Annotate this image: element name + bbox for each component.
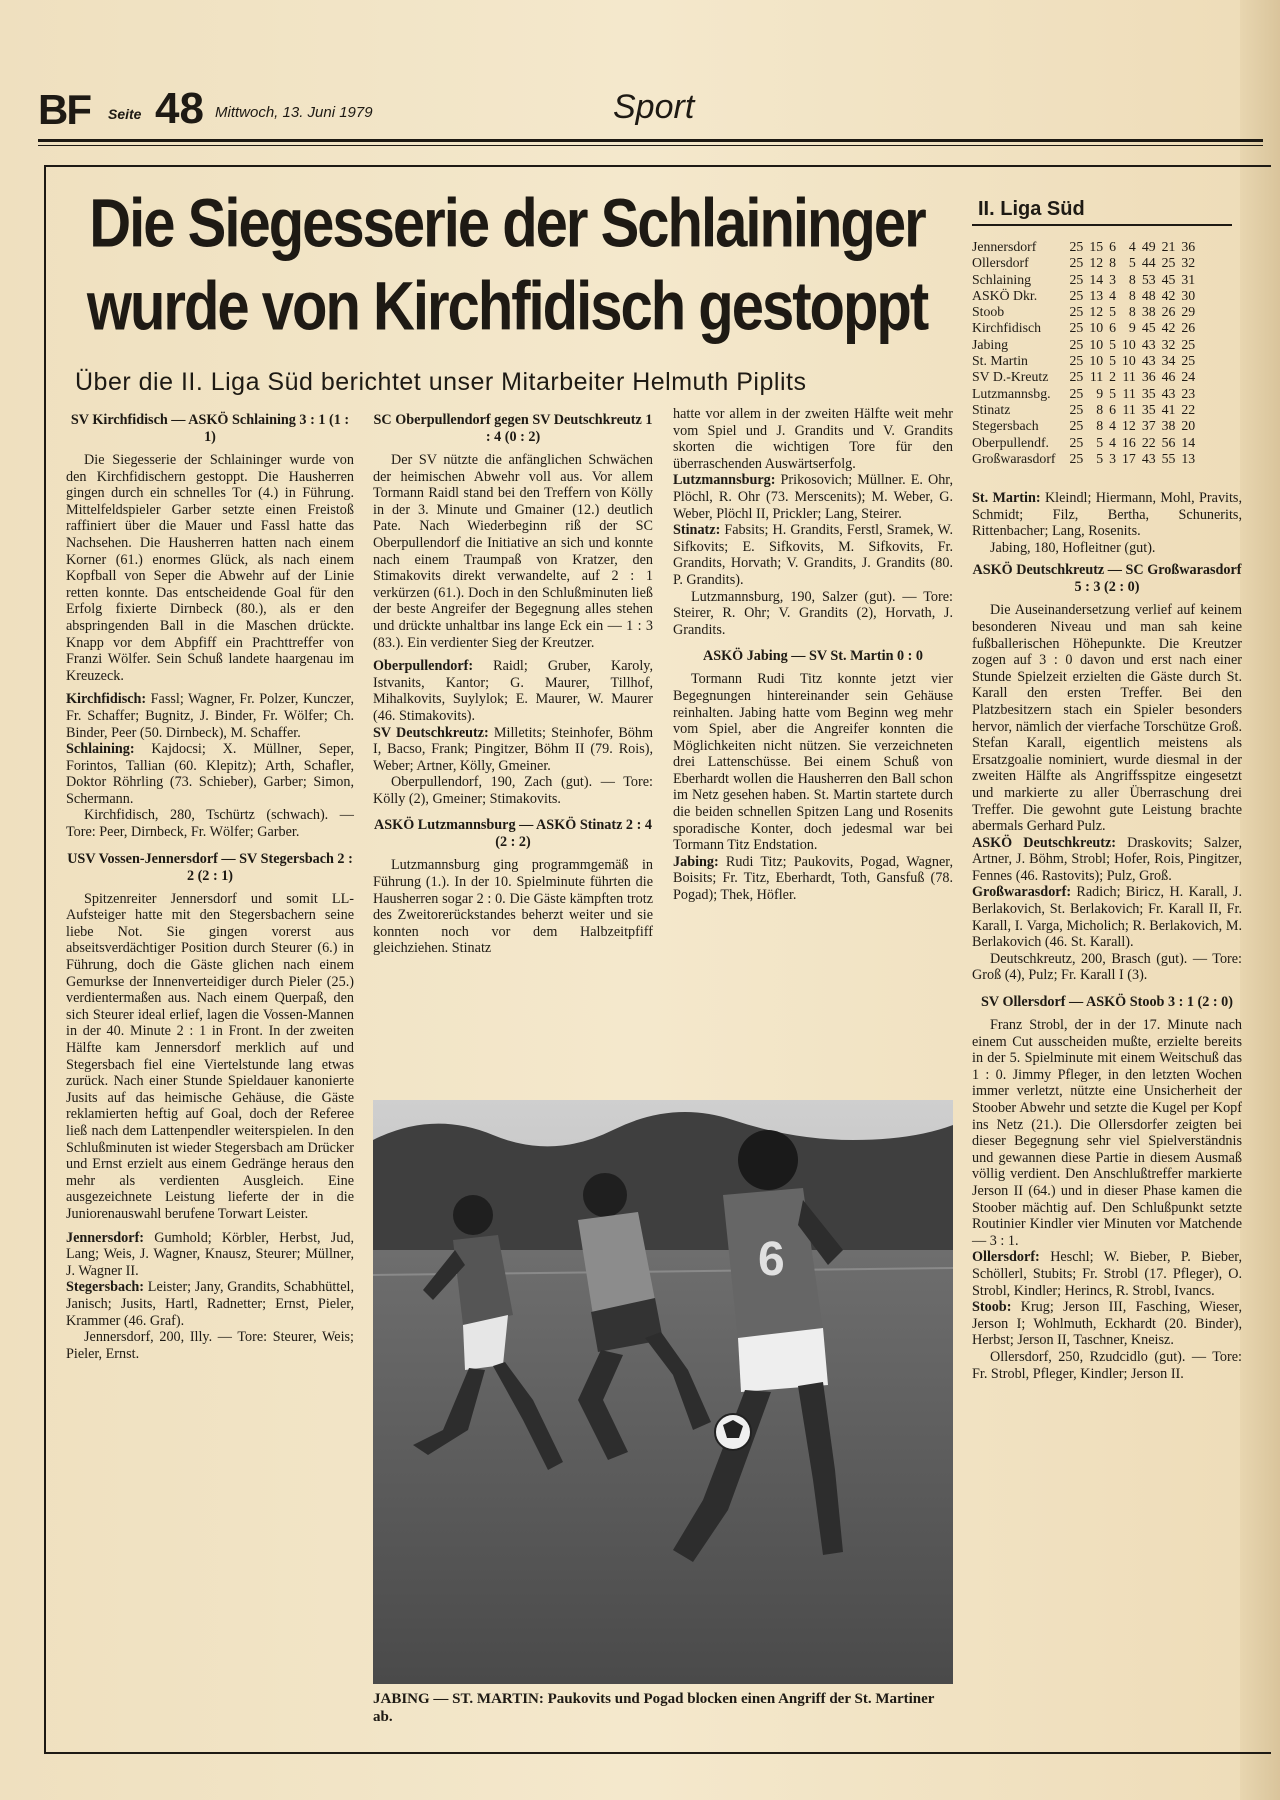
table-row [972,304,1195,320]
stat-cell: 38 [1141,304,1156,320]
section-title: Sport [613,88,695,126]
stat-cell: 4 [1109,434,1117,450]
paragraph: Franz Strobl, der in der 17. Minute nach einem Cut ausscheiden mußte, erzielte bereits in der 5. Spielminute mit einem Weitschuß das 1 : 0. Jimmy Pfleger, in den letzten Wochen immer verletzt, nützte eine Unsicherheit der Stoober Abwehr und setzte die Kugel per Kopf ins Netz (21.). Die Ollersdorfer zeigten bei dieser Begegnung sehr viel Spielverständnis und gewannen diese Partie in diesem Ausmaß völlig verdient. Den Anschlußtreffer markierte Jerson II (64.) und in dieser Phase kamen die Stoober mächtig auf. Den Schlußpunkt setzte Routinier Kindler vier Minuten vor Matchende — 3 : 1. [972,1017,1242,1249]
lineup [373,725,653,775]
match-info: Deutschkreutz, 200, Brasch (gut). — Tore: Groß (4), Pulz; Fr. Karall I (3). [972,950,1242,984]
team-name-cell: Stoob [972,304,1005,320]
stat-cell: 5 [1128,255,1136,271]
team-label: Stoob: [972,1299,1012,1316]
stat-cell: 38 [1161,418,1176,434]
stat-cell: 5 [1096,450,1104,466]
team-label: Ollersdorf: [972,1249,1040,1266]
lineup [373,658,653,724]
lineup-text: Krug; Jerson III, Fasching, Wieser, Jerson I; Wohlmuth, Eckhardt (20. Binder), Herbst; Jerson II, Taschner, Kneisz. [972,1299,1242,1349]
stat-cell: 53 [1141,271,1156,287]
stat-cell: 5 [1109,336,1117,352]
table-row [972,369,1195,385]
stat-cell: 55 [1161,450,1176,466]
match-heading: USV Vossen-Jennersdorf — SV Stegersbach 2 : 2 (2 : 1) [67,850,353,884]
stat-cell: 24 [1181,369,1196,385]
stat-cell: 11 [1122,385,1136,401]
stat-cell: 14 [1089,271,1104,287]
stat-cell: 20 [1181,418,1196,434]
stat-cell: 25 [1069,353,1084,369]
table-row [972,337,1195,353]
lineup [66,1230,354,1280]
match-info: Kirchfidisch, 280, Tschürtz (schwach). — Tore: Peer, Dirnbeck, Fr. Wölfer; Garber. [66,807,354,841]
team-label: Schlaining: [66,741,135,758]
match-heading: SC Oberpullendorf gegen SV Deutschkreutz 1 : 4 (0 : 2) [373,412,653,445]
team-name-cell: St. Martin [972,353,1028,369]
stat-cell: 14 [1181,434,1196,450]
team-label: Oberpullendorf: [373,658,474,675]
match-heading: SV Kirchfidisch — ASKÖ Schlaining 3 : 1 (1 : 1) [70,412,350,445]
stat-cell: 25 [1069,320,1084,336]
stat-cell: 5 [1109,385,1117,401]
stat-cell: 3 [1109,450,1117,466]
lineup-text: Radich; Biricz, H. Karall, J. Berlakovich, St. Berlakovich; Fr. Karall II, Fr. Karall, I. Varga, Micholich; R. Berlakovich, M. Berlakovich (46. St. Karall). [972,884,1243,951]
lineup [66,741,354,807]
table-row [972,386,1195,402]
stat-cell: 5 [1109,304,1117,320]
seite-label: Seite [108,106,142,122]
table-row [972,272,1195,288]
stat-cell: 13 [1181,450,1196,466]
table-row [972,320,1195,336]
lineup-text: Leister; Jany, Grandits, Schabhüttel, Janisch; Jusits, Hartl, Radnetter; Ernst, Pieler, Krammer (46. Graf). [66,1279,354,1329]
match-info: Oberpullendorf, 190, Zach (gut). — Tore: Kölly (2), Gmeiner; Stimakovits. [373,774,653,807]
lineup [972,835,1242,885]
svg-text:6: 6 [758,1233,785,1286]
stat-cell: 22 [1141,434,1156,450]
headline-line-1: Die Siegesserie der Schlaininger [89,185,925,263]
stat-cell: 12 [1089,255,1104,271]
lineup-text: Heschl; W. Bieber, P. Bieber, Schöllerl, Stubits; Fr. Strobl (17. Pfleger), O. Strobl, Kindler; Herincs, R. Strobl, Ivancs. [972,1249,1243,1299]
team-label: ASKÖ Deutschkreutz: [972,834,1117,851]
stat-cell: 21 [1161,239,1176,254]
stat-cell: 25 [1069,304,1084,320]
stat-cell: 49 [1141,239,1156,254]
stat-cell: 25 [1069,385,1084,401]
stat-cell: 26 [1161,304,1176,320]
lineup-text: Kajdocsi; X. Müllner, Seper, Forintos, Tallian (60. Klepitz); Arth, Schafler, Doktor Röhrling (73. Schieber), Garber; Simon, Schermann. [66,741,354,807]
issue-date: Mittwoch, 13. Juni 1979 [215,104,373,121]
photo-caption: JABING — ST. MARTIN: Paukovits und Pogad blocken einen Angriff der St. Martiner ab. [373,1691,935,1725]
lineup [66,1279,354,1329]
match-info: Ollersdorf, 250, Rzudcidlo (gut). — Tore: Fr. Strobl, Pfleger, Kindler; Jerson II. [972,1348,1242,1382]
headline-line-2: wurde von Kirchfidisch gestoppt [86,267,928,345]
table-row [972,435,1195,451]
stat-cell: 25 [1069,239,1084,254]
match-info: Jabing, 180, Hofleitner (gut). [990,539,1156,556]
stat-cell: 15 [1089,239,1104,254]
stat-cell: 25 [1069,450,1084,466]
stat-cell: 26 [1181,320,1196,336]
stat-cell: 43 [1141,336,1156,352]
stat-cell: 56 [1161,434,1176,450]
stat-cell: 9 [1128,320,1136,336]
paragraph: Spitzenreiter Jennersdorf und somit LL-Aufsteiger hatte mit den Stegersbachern seine liebe Not. Sie gingen vorerst aus abseitsverdächtiger Position durch Steurer (6.) in Führung, doch die Gäste glichen nach einem Gemurkse der Innenverteidiger durch Pieler (25.) verdientermaßen aus. Nach einem Querpaß, den sich Steurer ideal erlief, lagen die Vossen-Mannen in der 40. Minute 2 : 1 in Front. In der zweiten Hälfte kam Jennersdorf merklich auf und Stegersbach fiel eine Viertelstunde lang etwas zurück. Nach einer Stunde Spieldauer kanonierte Jusits auf das heimische Gehäuse, die Gäste reklamierten heftig auf Goal, doch der Referee ließ nach dem Lattenpendler weiterspielen. In den Schlußminuten ist wieder Stegersbach am Drücker und Ernst erzielt aus einem Gedränge heraus den mehr als verdienten Ausgleich. Eine ausgezeichnete Leistung lieferte der in die Juniorenauswahl berufene Torwart Leister. [66,890,355,1222]
lineup-text: Fassl; Wagner, Fr. Polzer, Kunczer, Fr. Schaffer; Bugnitz, J. Binder, Fr. Wölfer; Ch. Binder, Peer (50. Dirnbeck), M. Schaffer. [66,691,354,741]
stat-cell: 11 [1122,369,1136,385]
stat-cell: 25 [1069,369,1084,385]
stat-cell: 8 [1096,418,1104,434]
byline: Über die II. Liga Süd berichtet unser Mitarbeiter Helmuth Piplits [75,368,807,396]
team-name-cell: Großwarasdorf [972,450,1056,466]
masthead [38,82,1278,134]
column-1 [66,406,354,1362]
match-heading: ASKÖ Jabing — SV St. Martin 0 : 0 [702,648,924,665]
team-name-cell: Stinatz [972,401,1011,417]
team-name-cell: Kirchfidisch [972,320,1041,336]
stat-cell: 41 [1161,401,1176,417]
lineup [972,490,1242,540]
lineup-text: Prikosovich; Müllner. E. Ohr, Plöchl, R. Ohr (73. Merscenits); M. Weber, G. Weber, Plöchl II, Prickler; Lang, Steirer. [673,472,953,522]
table-row [972,239,1195,255]
stat-cell: 8 [1128,304,1136,320]
stat-cell: 36 [1141,369,1156,385]
lineup [673,854,953,904]
lineup-text: Gumhold; Körbler, Herbst, Jud, Lang; Weis, J. Wagner, Knausz, Steurer; Müllner, J. Wagner II. [66,1229,354,1279]
paragraph: Der SV nützte die anfänglichen Schwächen der heimischen Abwehr voll aus. Vor allem Tormann Raidl stand bei den Treffern von Kölly in der 3. Minute und Gmainer (12.) deutlich Pate. Nach Wiederbeginn riß der SC Oberpullendorf die Initiative an sich und konnte nach einem Traumpaß von Kratzer, den Stimakovits direkt verwandelte, auf 2 : 1 verkürzen (61.). Doch in den Schlußminuten ließ der beste Angreifer der Begegnung alles stehen und drückte unhaltbar ins lange Eck ein — 1 : 3 (83.). Ein verdienter Sieg der Kreutzer. [373,452,653,651]
stat-cell: 9 [1096,385,1104,401]
stat-cell: 30 [1181,287,1196,303]
column-3 [673,406,953,904]
column-4 [972,490,1242,1382]
lineup [673,472,953,522]
stat-cell: 29 [1181,304,1196,320]
stat-cell: 4 [1128,239,1136,254]
stat-cell: 8 [1109,255,1117,271]
stat-cell: 25 [1069,255,1084,271]
paragraph: hatte vor allem in der zweiten Hälfte weit mehr vom Spiel und J. Grandits und V. Grandits skorten die wichtigen Tore für den überraschenden Auswärtserfolg. [673,406,953,472]
paragraph: Lutzmannsburg ging programmgemäß in Führung (1.). In der 10. Spielminute führten die Hausherren sogar 2 : 0. Die Gäste kämpften trotz des Zweitorerückstandes beherzt weiter und sie konnten noch vor dem Halbzeitpfiff gleichziehen. Stinatz [373,857,653,957]
team-label: Stegersbach: [66,1279,145,1296]
team-label: St. Martin: [972,490,1041,506]
lineup-text: Raidl; Gruber, Karoly, Istvanits, Kantor; G. Maurer, Tillhof, Mihalkovits, Suylylok; E. Maurer, W. Maurer (46. Stimakovits). [373,658,654,724]
team-name-cell: Ollersdorf [972,255,1029,271]
team-name-cell: Lutzmannsbg. [972,385,1051,401]
team-name-cell: Stegersbach [972,418,1039,434]
table-row [972,353,1195,369]
stat-cell: 31 [1181,271,1196,287]
table-row [972,418,1195,434]
match-photo [373,1100,953,1684]
team-label: SV Deutschkreutz: [373,724,489,741]
stat-cell: 8 [1128,287,1136,303]
stat-cell: 43 [1141,450,1156,466]
stat-cell: 25 [1069,434,1084,450]
table-row [972,288,1195,304]
table-row [972,255,1195,271]
table-row [972,451,1195,467]
team-label: Stinatz: [673,522,721,539]
stat-cell: 35 [1141,385,1156,401]
logo: BF [38,86,90,133]
match-heading: ASKÖ Deutschkreutz — SC Großwarasdorf 5 : 3 (2 : 0) [972,562,1242,596]
stat-cell: 42 [1161,287,1176,303]
table-row [972,402,1195,418]
stat-cell: 43 [1161,385,1176,401]
stat-cell: 25 [1069,418,1084,434]
stat-cell: 10 [1122,336,1136,352]
stat-cell: 25 [1069,401,1084,417]
stat-cell: 25 [1181,336,1196,352]
masthead-rule [38,139,1263,142]
headline [62,183,952,348]
team-label: Jabing: [673,853,719,870]
team-name-cell: SV D.-Kreutz [972,369,1049,385]
stat-cell: 46 [1161,369,1176,385]
photo-illustration [373,1100,953,1684]
stat-cell: 36 [1181,239,1196,254]
stat-cell: 42 [1161,320,1176,336]
team-name-cell: Schlaining [972,271,1032,287]
column-2 [373,406,653,957]
lineup-text: Milletits; Steinhofer, Böhm I, Bacso, Frank; Pingitzer, Böhm II (79. Rois), Weber; Artner, Kölly, Gmeiner. [373,724,653,774]
paragraph: Tormann Rudi Titz konnte jetzt vier Begegnungen hintereinander sein Gehäuse reinhalten. Jabing hatte vom Beginn weg mehr vom Spiel, aber die Angreifer konnten die Möglichkeiten nicht nützen. Sie verzeichneten drei Lattenschüsse. Bei einem Schuß von Eberhardt wollen die Hausherren den Ball schon im Netz gesehen haben. St. Martin startete durch die beiden schnellen Spitzen Lang und Rosenits sporadische Konter, doch jedesmal war bei Tormann Titz Endstation. [673,671,953,854]
lineup [972,1299,1242,1349]
stat-cell: 25 [1161,255,1176,271]
stat-cell: 48 [1141,287,1156,303]
lineup-text: Rudi Titz; Paukovits, Pogad, Wagner, Boisits; Fr. Titz, Eberhardt, Toth, Gansfuß (78. Pogad); Thek, Höfler. [673,853,953,904]
stat-cell: 5 [1109,353,1117,369]
stat-cell: 25 [1069,271,1084,287]
lineup [66,691,354,741]
stat-cell: 25 [1181,353,1196,369]
lineup-text: Fabsits; H. Grandits, Ferstl, Sramek, W. Sifkovits; E. Sifkovits, M. Sifkovits, Fr. Grandits, Horvath; V. Grandits, J. Grandits (80. P. Grandits). [673,522,954,588]
stat-cell: 13 [1089,287,1104,303]
stat-cell: 10 [1089,320,1104,336]
league-table [972,239,1195,467]
stat-cell: 10 [1122,353,1136,369]
stat-cell: 25 [1069,336,1084,352]
stat-cell: 25 [1069,287,1084,303]
stat-cell: 35 [1141,401,1156,417]
team-name-cell: Jennersdorf [972,239,1037,254]
match-info: Jennersdorf, 200, Illy. — Tore: Steurer, Weis; Pieler, Ernst. [66,1329,354,1362]
stat-cell: 6 [1109,239,1117,254]
match-heading: ASKÖ Lutzmannsburg — ASKÖ Stinatz 2 : 4 (2 : 2) [374,817,652,851]
stat-cell: 8 [1128,271,1136,287]
team-label: Jennersdorf: [66,1229,145,1246]
team-name-cell: Jabing [972,336,1009,352]
lineup [972,884,1242,950]
stat-cell: 12 [1122,418,1136,434]
stat-cell: 22 [1181,401,1196,417]
stat-cell: 4 [1109,287,1117,303]
team-label: Großwarasdorf: [972,884,1072,901]
stat-cell: 32 [1181,255,1196,271]
team-name-cell: Oberpullendf. [972,434,1050,450]
stat-cell: 5 [1096,434,1104,450]
stat-cell: 23 [1181,385,1196,401]
stat-cell: 4 [1109,418,1117,434]
stat-cell: 44 [1141,255,1156,271]
stat-cell: 43 [1141,353,1156,369]
stat-cell: 6 [1109,320,1117,336]
table-title: II. Liga Süd [978,198,1085,220]
stat-cell: 11 [1122,401,1136,417]
team-label: Lutzmannsburg: [673,472,776,489]
stat-cell: 17 [1122,450,1136,466]
table-title-rule [972,224,1232,226]
lineup [972,1249,1242,1299]
stat-cell: 10 [1089,353,1104,369]
team-label: Kirchfidisch: [66,691,147,708]
stat-cell: 6 [1109,401,1117,417]
stat-cell: 16 [1122,434,1136,450]
stat-cell: 32 [1161,336,1176,352]
masthead-rule-thin [38,145,1263,146]
team-name-cell: ASKÖ Dkr. [972,287,1038,303]
lineup-text: Kleindl; Hiermann, Mohl, Pravits, Schmidt; Filz, Bertha, Schunerits, Rittenbacher; Lang, Rosenits. [972,490,1242,540]
stat-cell: 34 [1161,353,1176,369]
stat-cell: 10 [1089,336,1104,352]
match-heading: SV Ollersdorf — ASKÖ Stoob 3 : 1 (2 : 0) [981,994,1233,1011]
stat-cell: 3 [1109,271,1117,287]
stat-cell: 8 [1096,401,1104,417]
stat-cell: 37 [1141,418,1156,434]
paragraph: Die Auseinandersetzung verlief auf keinem besonderen Niveau und man sah keine fußballerischen Höhepunkte. Die Kreutzer zogen auf 3 : 0 davon und erst nach einer Stunde Spielzeit erzielten die Gäste durch St. Karall den ersten Treffer. Bei den Platzbesitzern stach ein Spieler besonders hervor, nämlich der vierfache Torschütze Groß. Stefan Karall, eigentlich meistens als Ersatzgoalie nominiert, wurde diesmal in der zweiten Hälfte als Angriffsspitze eingesetzt und markierte zu aller Überraschung drei Treffer. Die gewohnt gute Leistung brachte abermals Gerhard Pulz. [972,602,1242,835]
lineup-text: Draskovits; Salzer, Artner, J. Böhm, Strobl; Hofer, Rois, Pingitzer, Fennes (46. Rastovits); Pulz, Groß. [972,834,1243,884]
stat-cell: 12 [1089,304,1104,320]
match-info: Lutzmannsburg, 190, Salzer (gut). — Tore: Steirer, R. Ohr; V. Grandits (2), Horvath, J. Grandits. [673,588,953,638]
stat-cell: 11 [1089,369,1104,385]
lineup [673,522,953,588]
stat-cell: 2 [1109,369,1117,385]
stat-cell: 45 [1141,320,1156,336]
paragraph: Die Siegesserie der Schlaininger wurde von den Kirchfidischern gestoppt. Die Hausherren gingen durch ein schnelles Tor (4.) in Führung. Mittelfeldspieler Garber setzte einen Freistoß raffiniert über die Mauer und Fassl hatte das Nachsehen. Die Hausherren hatten nach einem Korner (61.) enormes Glück, als nach einem Kopfball von Seper die Abwehr auf der Linie retten konnte. Das entscheidende Goal für den Erfolg fixierte Dirnbeck (80.), als er den abspringenden Ball in die Maschen drückte. Knapp vor dem Abpfiff ein Prachttreffer von Franzi Wölfer. Sein Schuß landete haargenau im Kreuzeck. [66,452,354,684]
stat-cell: 45 [1161,271,1176,287]
page-number: 48 [155,84,204,133]
